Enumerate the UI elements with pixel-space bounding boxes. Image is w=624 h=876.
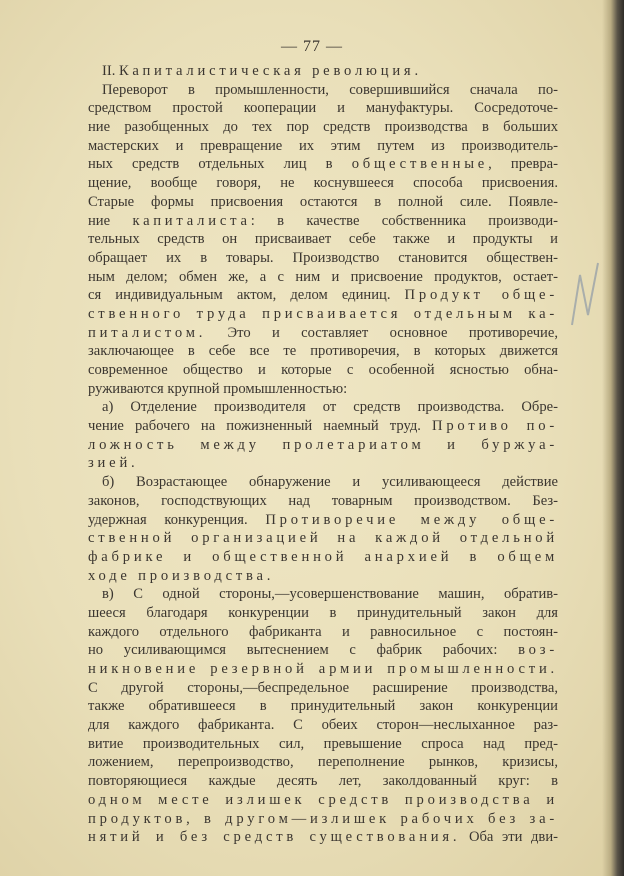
text-segment: удержная конкуренция. — [88, 511, 266, 528]
spaced-emphasis-text: Продукт обще- — [404, 287, 558, 304]
text-segment: средством простой кооперации и мануфактуры. Сосредоточе- — [88, 100, 558, 117]
text-segment: ных средств отдельных лиц в — [88, 156, 352, 173]
text-line — [88, 548, 558, 567]
text-segment: законов, господствующих над товарным производством. Без- — [88, 492, 558, 509]
text-line — [88, 604, 558, 623]
text-line — [88, 828, 558, 847]
text-line — [88, 99, 558, 118]
page-number: — 77 — — [281, 38, 343, 55]
text-line — [88, 436, 558, 455]
spaced-emphasis-text: продуктов, в другом—излишек рабочих без за- — [88, 810, 558, 827]
text-line — [88, 118, 558, 137]
text-segment: обращает их в товары. Производство становится обществен- — [88, 249, 558, 266]
text-line — [88, 230, 558, 249]
spaced-emphasis-text: зией. — [88, 455, 139, 472]
text-segment: мастерских и превращение их этим путем из производитель- — [88, 137, 558, 154]
text-segment: Это и составляет основное противоречие, — [206, 324, 558, 341]
spaced-emphasis-text: ственного труда присваивается отдельным ка- — [88, 305, 558, 322]
text-line — [88, 791, 558, 810]
text-line — [88, 324, 558, 343]
text-line — [88, 641, 558, 660]
text-line — [88, 212, 558, 231]
text-segment: тельных средств он присваивает себе также и продукты и — [88, 231, 558, 248]
text-line — [88, 81, 558, 100]
text-line — [88, 174, 558, 193]
spaced-emphasis-text: ственной организацией на каждой отдельной — [88, 530, 558, 547]
spaced-emphasis-text: никновение резервной армии промышленности. — [88, 661, 558, 677]
spaced-emphasis-text: фабрике и общественной анархией в общем — [88, 548, 558, 565]
text-line — [88, 155, 558, 174]
text-segment: а) Отделение производителя от средств производства. Обре- — [102, 399, 558, 416]
text-line — [88, 679, 558, 698]
text-line — [88, 268, 558, 287]
text-segment: ным делом; обмен же, а с ним и присвоение продуктов, остает- — [88, 268, 558, 285]
text-line — [88, 529, 558, 548]
text-segment: для каждого фабриканта. С обеих сторон—неслыханное раз- — [88, 717, 558, 734]
text-line — [88, 249, 558, 268]
text-line — [88, 137, 558, 156]
text-segment: б) Возрастающее обнаружение и усиливающееся действие — [102, 474, 558, 491]
text-line — [88, 398, 558, 417]
text-segment: руживаются крупной промышленностью: — [88, 380, 348, 397]
body-text — [88, 62, 558, 847]
text-segment: С другой стороны,—беспредельное расширение производства, — [88, 679, 558, 696]
text-segment: также обратившееся в принудительный закон конкуренции — [88, 698, 558, 715]
spaced-emphasis-text: питалистом. — [88, 324, 207, 341]
text-line — [88, 193, 558, 212]
text-line — [88, 623, 558, 642]
text-line — [88, 772, 558, 791]
text-line — [88, 473, 558, 492]
text-line — [88, 286, 558, 305]
text-segment: заключающее в себе все те противоречия, в которых движется — [88, 343, 558, 360]
text-line — [88, 585, 558, 604]
text-line — [88, 660, 558, 679]
text-line — [88, 810, 558, 829]
text-line — [88, 716, 558, 735]
text-segment: повторяющиеся каждые десять лет, заколдованный круг: в — [88, 773, 558, 790]
text-line — [88, 735, 558, 754]
text-segment: ние — [88, 212, 133, 229]
text-segment: современное общество и которые с особенной ясностью обна- — [88, 362, 558, 378]
text-segment: ложением, перепроизводство, переполнение рынков, кризисы, — [88, 754, 558, 771]
spaced-emphasis-text: воз- — [518, 642, 558, 659]
text-line — [88, 454, 558, 473]
pencil-margin-mark — [566, 255, 606, 335]
text-segment: II. — [102, 63, 120, 79]
text-line — [88, 361, 558, 380]
spaced-emphasis-text: Противоречие между обще- — [265, 511, 558, 528]
text-segment: в) С одной стороны,—усовершенствование машин, обратив- — [102, 586, 558, 603]
text-line — [88, 511, 558, 530]
section-heading — [88, 62, 558, 81]
spaced-emphasis-text: ложность между пролетариатом и буржуа- — [88, 436, 558, 453]
spaced-emphasis-text: нятий и без средств существования. — [88, 829, 461, 846]
text-line — [88, 305, 558, 324]
page-edge-shadow — [602, 0, 624, 876]
text-segment: : в качестве собственника производи- — [250, 212, 558, 229]
text-segment: щение, вообще говоря, не коснувшееся способа присвоения. — [88, 175, 558, 192]
text-segment: шееся благодаря конкуренции в принудительный закон для — [88, 604, 558, 621]
text-segment: витие производительных сил, превышение спроса над пред- — [88, 735, 558, 752]
text-segment: , превра- — [488, 156, 558, 173]
text-segment: Старые формы присвоения остаются в полной силе. Появле- — [88, 193, 558, 210]
text-line — [88, 567, 558, 586]
text-line — [88, 697, 558, 716]
text-segment: ние разобщенных до тех пор средств производства в больших — [88, 119, 558, 136]
spaced-emphasis-text: Противо по- — [431, 418, 558, 435]
text-line — [88, 417, 558, 436]
text-line — [88, 753, 558, 772]
spaced-emphasis-text: ходе производства. — [88, 567, 275, 584]
text-segment: чение рабочего на пожизненный наемный труд. — [88, 418, 432, 435]
text-line — [88, 342, 558, 361]
text-line — [88, 492, 558, 511]
text-segment: Переворот в промышленности, совершившийся сначала по- — [102, 81, 558, 98]
text-segment: каждого отдельного фабриканта и равносильное с постоян- — [88, 623, 558, 640]
spaced-emphasis-text: общественные — [351, 156, 489, 173]
spaced-emphasis-text: одном месте излишек средств производства и — [88, 791, 558, 808]
text-line — [88, 380, 558, 399]
text-segment: Оба эти дви- — [460, 829, 558, 846]
spaced-emphasis-text: капиталиста — [132, 212, 251, 229]
text-segment: ся индивидуальным актом, делом единиц. — [88, 287, 405, 304]
spaced-emphasis-text: Капиталистическая революция. — [119, 63, 422, 79]
text-segment: но усиливающимся вытеснением с фабрик рабочих: — [88, 642, 519, 659]
